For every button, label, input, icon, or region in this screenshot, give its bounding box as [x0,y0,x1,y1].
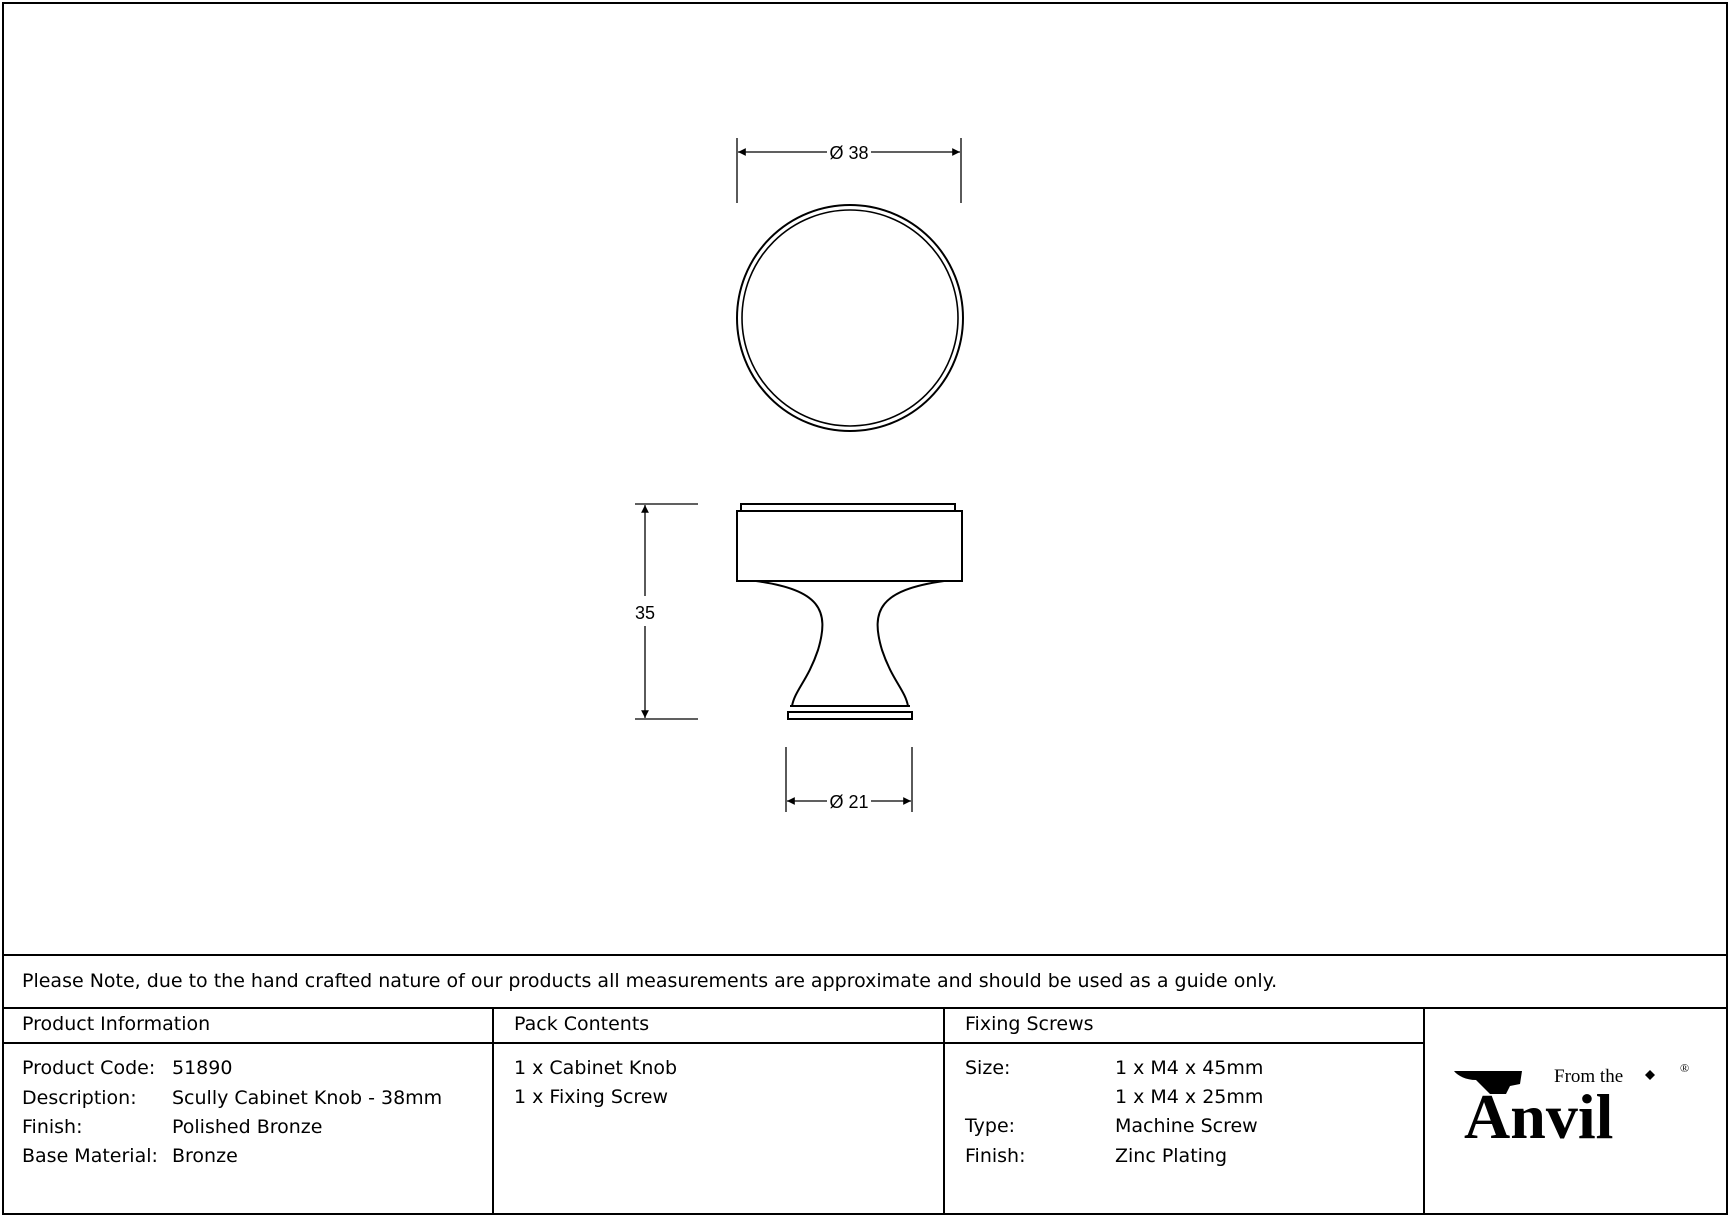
top-diameter-label: Ø 38 [829,143,869,163]
pack-item-knob: 1 x Cabinet Knob [514,1057,678,1079]
logo-diamond-icon [1645,1070,1655,1080]
description-value: Scully Cabinet Knob - 38mm [172,1087,443,1109]
screw-size-value-1: 1 x M4 x 45mm [1115,1057,1264,1079]
column-divider-2 [943,1007,945,1213]
from-the-anvil-logo [1440,1050,1720,1150]
base-diameter-label: Ø 21 [829,792,869,812]
logo-big-text: Anvil [1464,1081,1614,1150]
logo-registered-mark: ® [1680,1061,1690,1075]
finish-label: Finish: [22,1116,83,1138]
screw-type-value: Machine Screw [1115,1115,1258,1137]
base-material-label: Base Material: [22,1145,158,1167]
product-code-value: 51890 [172,1057,233,1079]
column-divider-1 [492,1007,494,1213]
screw-size-label: Size: [965,1057,1011,1079]
top-view [737,205,963,431]
pack-contents-heading: Pack Contents [514,1013,650,1035]
description-label: Description: [22,1087,137,1109]
heading-divider [2,1042,1425,1044]
knob-base-plate [788,712,912,719]
top-view-inner-circle [742,210,958,426]
title-block-top-border [2,954,1728,956]
fixing-screws-heading: Fixing Screws [965,1013,1094,1035]
height-label: 35 [634,603,656,623]
top-view-outer-circle [737,205,963,431]
pack-item-screw: 1 x Fixing Screw [514,1086,669,1108]
product-code-label: Product Code: [22,1057,156,1079]
side-view [737,504,962,719]
base-material-value: Bronze [172,1145,238,1167]
column-divider-3 [1423,1007,1425,1213]
knob-head [737,511,962,581]
knob-stem-left [756,581,822,706]
screw-size-value-2: 1 x M4 x 25mm [1115,1086,1264,1108]
finish-value: Polished Bronze [172,1116,323,1138]
screw-type-label: Type: [965,1115,1016,1137]
disclaimer-note: Please Note, due to the hand crafted nature of our products all measurements are approximate and should be used as a guide only. [22,970,1278,992]
knob-stem-right [878,581,944,706]
knob-top-lip [741,504,955,511]
screw-finish-value: Zinc Plating [1115,1145,1228,1167]
logo-small-text: From the [1554,1066,1624,1087]
screw-finish-label: Finish: [965,1145,1026,1167]
product-info-heading: Product Information [22,1013,211,1035]
note-divider [2,1007,1728,1009]
